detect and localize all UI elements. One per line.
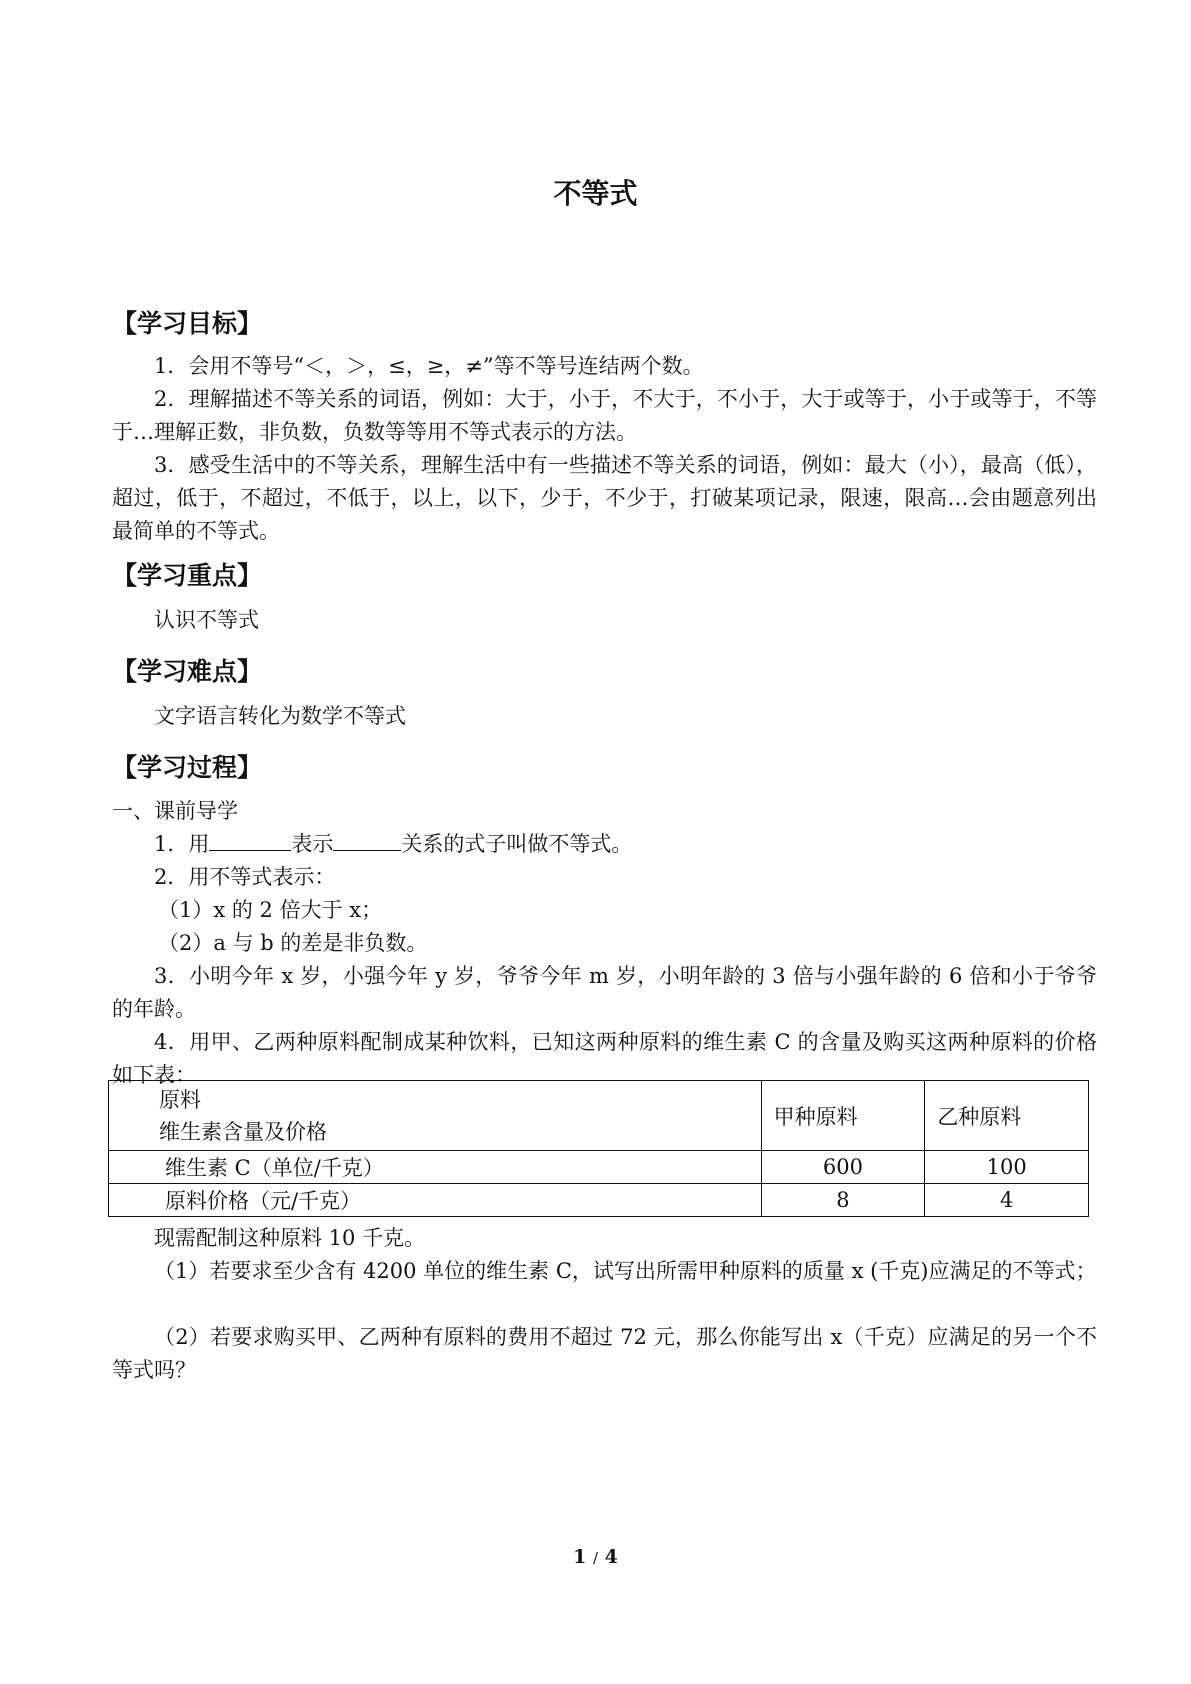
page-number: [0, 1546, 1191, 1568]
question-1-a: 1．用: [154, 832, 210, 856]
table-row: [109, 1151, 1089, 1184]
table-cell: 100: [925, 1151, 1089, 1184]
difficulty-heading: 【学习难点】: [112, 657, 263, 686]
difficulty-text: 文字语言转化为数学不等式: [154, 704, 406, 728]
question-3: 3．小明今年 x 岁，小强今年 y 岁，爷爷今年 m 岁，小明年龄的 3 倍与小强年龄的 6 倍和小于爷爷的年龄。: [112, 964, 1097, 1021]
question-1-b: 表示: [291, 832, 334, 856]
page-title: 不等式: [553, 177, 638, 210]
after-table-text: 现需配制这种原料 10 千克。: [154, 1226, 426, 1250]
ingredient-table: [108, 1080, 1089, 1217]
goal-item-2: 2．理解描述不等关系的词语，例如：大于，小于，不大于，不小于，大于或等于，小于或等于，不等于…理解正数，非负数，负数等等用不等式表示的方法。: [112, 387, 1097, 444]
page-current: 1: [573, 1546, 587, 1568]
question-4-1: （1）若要求至少含有 4200 单位的维生素 C，试写出所需甲种原料的质量 x (千克)应满足的不等式；: [154, 1259, 1097, 1283]
table-corner-top: 原料: [159, 1087, 201, 1112]
question-4: 4．用甲、乙两种原料配制成某种饮料，已知这两种原料的维生素 C 的含量及购买这两种原料的价格如下表：: [112, 1030, 1097, 1087]
table-corner-cell: [109, 1081, 762, 1151]
table-header-row: [109, 1081, 1089, 1151]
process-heading: 【学习过程】: [112, 753, 263, 782]
table-cell: 8: [761, 1184, 925, 1217]
answer-blank-2[interactable]: [333, 830, 401, 851]
question-2-2: （2）a 与 b 的差是非负数。: [158, 931, 428, 955]
question-4-2: （2）若要求购买甲、乙两种有原料的费用不超过 72 元，那么你能写出 x（千克）应满足的另一个不等式吗？: [112, 1325, 1097, 1382]
question-2: 2．用不等式表示：: [154, 865, 336, 889]
table-row-label: 原料价格（元/千克）: [109, 1184, 762, 1217]
goals-heading: 【学习目标】: [112, 309, 263, 338]
table-cell: 4: [925, 1184, 1089, 1217]
table-row-label: 维生素 C（单位/千克）: [109, 1151, 762, 1184]
page-total: 4: [604, 1546, 618, 1568]
question-1: [112, 828, 1097, 861]
goal-item-1: 1．会用不等号“＜，＞，≤，≥，≠”等不等号连结两个数。: [154, 354, 704, 378]
table-corner-bottom: 维生素含量及价格: [159, 1119, 327, 1144]
page-separator: /: [592, 1549, 599, 1567]
question-2-1: （1）x 的 2 倍大于 x；: [158, 898, 383, 922]
key-heading: 【学习重点】: [112, 561, 263, 590]
goal-item-3: 3．感受生活中的不等关系，理解生活中有一些描述不等关系的词语，例如：最大（小），最高（低），超过，低于，不超过，不低于，以上，以下，少于，不少于，打破某项记录，限速，限高…会由题意列出最简单的不等式。: [112, 453, 1097, 543]
table-cell: 600: [761, 1151, 925, 1184]
part-one-title: 一、课前导学: [112, 799, 238, 823]
table-col-header-a: 甲种原料: [761, 1081, 925, 1151]
table-row: [109, 1184, 1089, 1217]
table-col-header-b: 乙种原料: [925, 1081, 1089, 1151]
key-text: 认识不等式: [154, 608, 259, 632]
question-1-c: 关系的式子叫做不等式。: [401, 832, 633, 856]
answer-blank-1[interactable]: [209, 830, 291, 851]
